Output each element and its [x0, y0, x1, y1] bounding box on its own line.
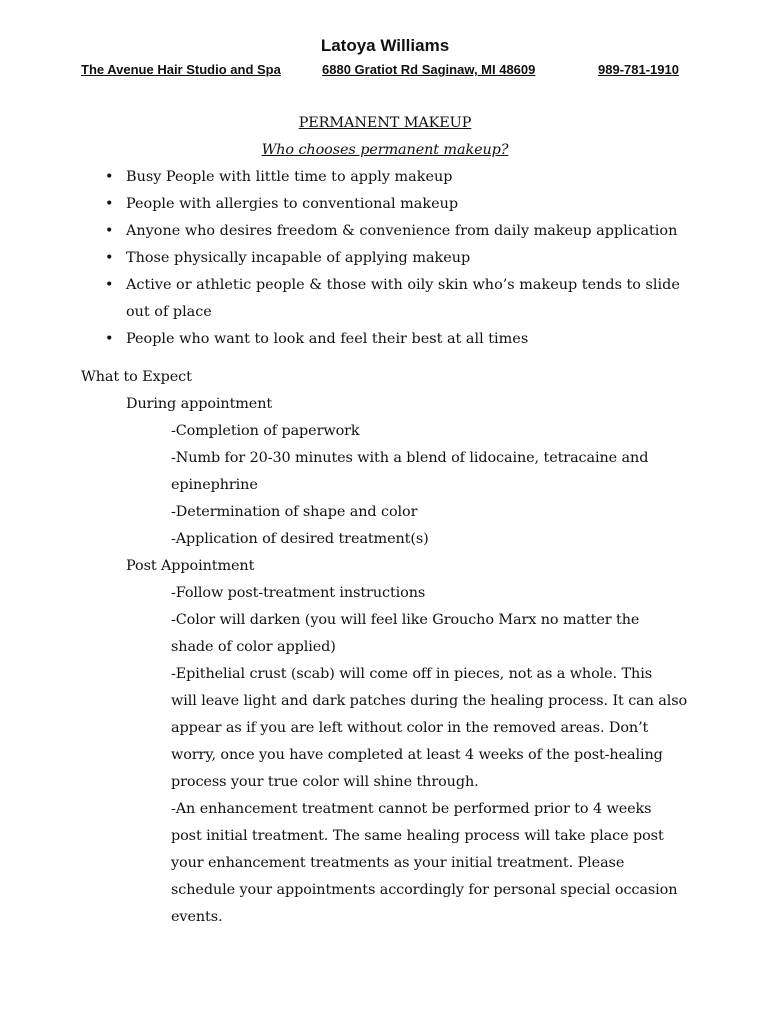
author-name: Latoya Williams [320, 36, 450, 55]
list-item [0, 272, 680, 299]
list-item [0, 326, 680, 353]
who-chooses-list [0, 164, 680, 353]
text-line: will leave light and dark patches during the healing process. It can also [171, 693, 688, 709]
list-item [0, 164, 680, 191]
bullet-icon: • [105, 196, 114, 212]
studio-phone: 989-781-1910 [598, 62, 679, 77]
text-line: -Completion of paperwork [171, 423, 360, 439]
bullet-icon: • [105, 223, 114, 239]
list-item [0, 245, 680, 272]
list-item-text: Active or athletic people & those with oily skin who’s makeup tends to slide [126, 277, 680, 293]
list-item-continuation [0, 299, 680, 326]
text-line: process your true color will shine through. [171, 774, 479, 790]
studio-name: The Avenue Hair Studio and Spa [81, 62, 281, 77]
text-line: events. [171, 909, 223, 925]
text-line: -Numb for 20-30 minutes with a blend of lidocaine, tetracaine and [171, 450, 649, 466]
text-line: -Color will darken (you will feel like Groucho Marx no matter the [171, 612, 640, 628]
what-to-expect-heading: What to Expect [81, 369, 192, 385]
bullet-icon: • [105, 277, 114, 293]
text-line: -An enhancement treatment cannot be performed prior to 4 weeks [171, 801, 652, 817]
text-line: schedule your appointments accordingly for personal special occasion [171, 882, 678, 898]
text-line: -Application of desired treatment(s) [171, 531, 429, 547]
list-item [0, 218, 680, 245]
list-item-text: Anyone who desires freedom & convenience from daily makeup application [126, 223, 678, 239]
text-line: -Epithelial crust (scab) will come off in pieces, not as a whole. This [171, 666, 652, 682]
list-item [0, 191, 680, 218]
post-appointment-heading: Post Appointment [126, 558, 255, 574]
list-item-text: Those physically incapable of applying makeup [126, 250, 471, 266]
bullet-icon: • [105, 169, 114, 185]
page-title: PERMANENT MAKEUP [298, 115, 472, 131]
list-item-text: People who want to look and feel their best at all times [126, 331, 529, 347]
text-line: -Follow post-treatment instructions [171, 585, 426, 601]
list-item-text: Busy People with little time to apply makeup [126, 169, 453, 185]
page-subtitle: Who chooses permanent makeup? [261, 142, 509, 158]
text-line: -Determination of shape and color [171, 504, 418, 520]
during-appointment-heading: During appointment [126, 396, 273, 412]
bullet-icon: • [105, 250, 114, 266]
studio-address: 6880 Gratiot Rd Saginaw, MI 48609 [322, 62, 536, 77]
text-line: epinephrine [171, 477, 258, 493]
text-line: worry, once you have completed at least 4 weeks of the post-healing [171, 747, 663, 763]
list-item-text: out of place [126, 304, 212, 320]
text-line: shade of color applied) [171, 639, 336, 655]
bullet-icon: • [105, 331, 114, 347]
text-line: your enhancement treatments as your initial treatment. Please [171, 855, 625, 871]
text-line: appear as if you are left without color in the removed areas. Don’t [171, 720, 649, 736]
text-line: post initial treatment. The same healing process will take place post [171, 828, 664, 844]
list-item-text: People with allergies to conventional makeup [126, 196, 459, 212]
